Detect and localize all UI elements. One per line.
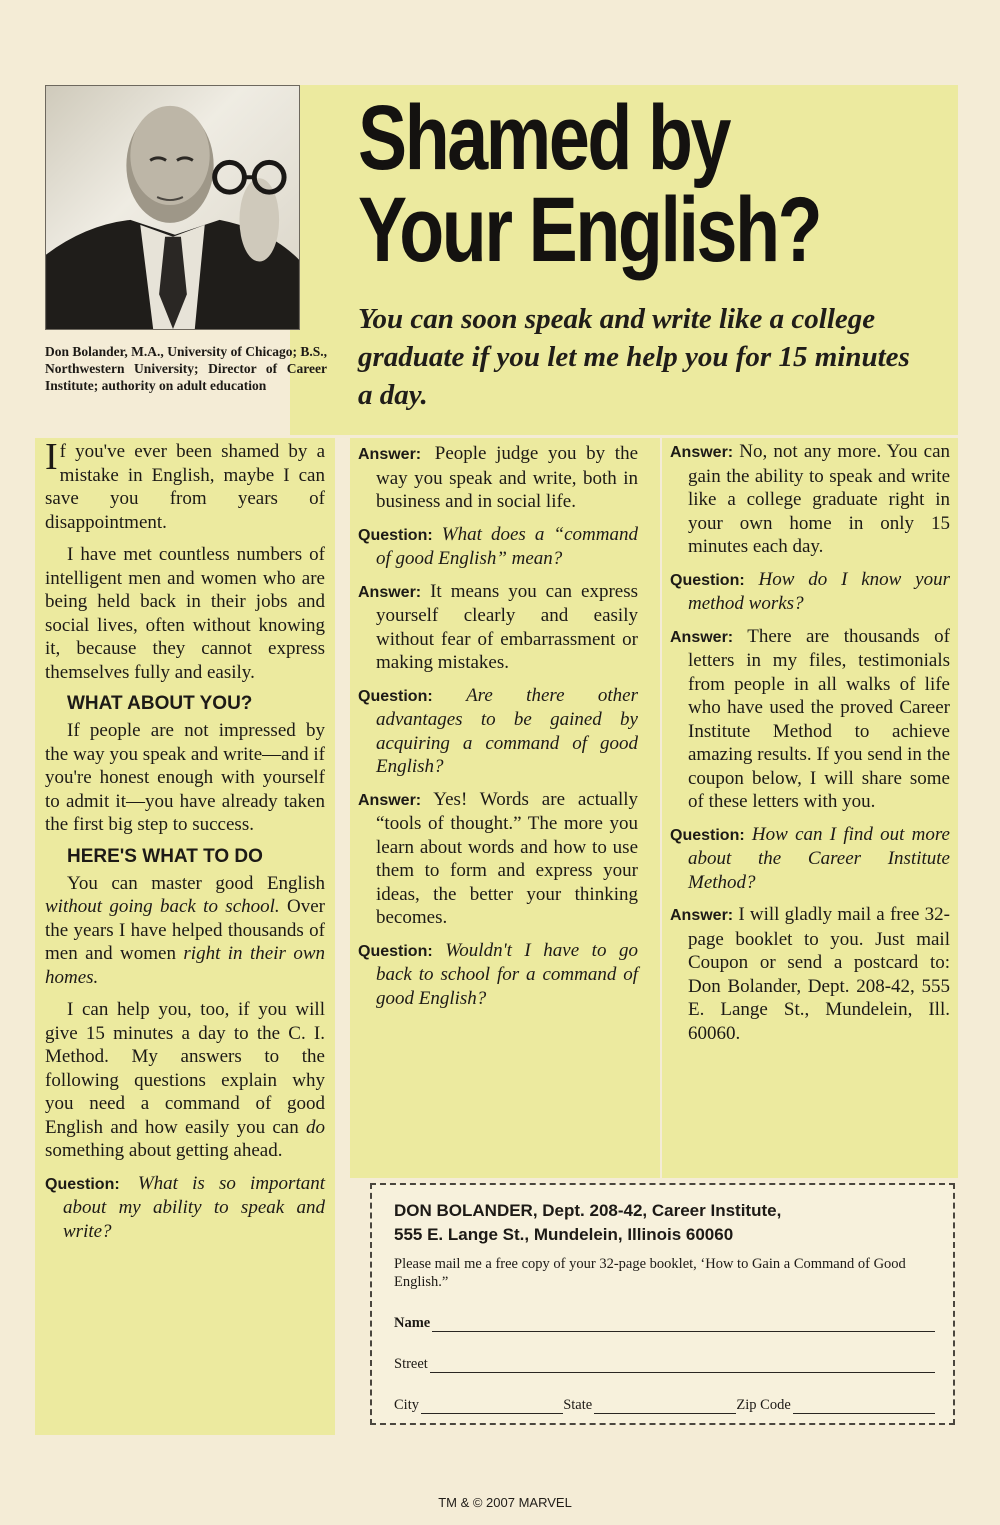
answer-2 <box>358 580 638 675</box>
answer-label: Answer: <box>358 791 422 809</box>
question-label: Question: <box>358 942 433 960</box>
answer-text: People judge you by the way you speak and write, both in business and in social life. <box>376 443 639 512</box>
intro-paragraph: If you've ever been shamed by a mistake in English, maybe I can save you from years of disappointment. <box>45 436 325 533</box>
answer-1 <box>358 442 638 514</box>
answer-label: Answer: <box>358 446 422 463</box>
right-column <box>670 440 950 1054</box>
question-text: What is so important about my ability to speak and write? <box>63 1172 326 1242</box>
portrait-illustration <box>46 86 299 329</box>
text-run: Over the years I have helped thousands of men and women <box>45 896 325 964</box>
emphasis-text: do <box>306 1116 325 1138</box>
answer-text: It means you can express yourself clearly and easily without fear of embarrassment or making mistakes. <box>376 580 639 673</box>
question-4 <box>358 939 638 1011</box>
question-6 <box>670 823 950 895</box>
answer-text: There are thousands of letters in my files, testimonials from people in all walks of life who have used the proved Career Institute Method to achieve amazing results. If you send in the coupon below, I will share some of these letters with you. <box>688 625 950 812</box>
question-text: What does a “command of good English” mean? <box>376 523 638 569</box>
left-column <box>45 436 326 1252</box>
city-label: City <box>394 1397 419 1413</box>
question-3 <box>358 684 638 779</box>
name-label: Name <box>394 1315 431 1331</box>
photo-caption: Don Bolander, M.A., University of Chicago; B.S., Northwestern University; Director of Career Institute; authority on adult education <box>45 344 327 393</box>
copyright-footer: TM & © 2007 MARVEL <box>438 1495 572 1510</box>
city-blank-line[interactable] <box>421 1400 563 1414</box>
headline-line-1: Shamed by <box>358 87 730 189</box>
answer-label: Answer: <box>670 907 734 924</box>
text-run: something about getting ahead. <box>45 1140 283 1161</box>
street-blank-line[interactable] <box>430 1359 935 1373</box>
street-field[interactable] <box>394 1356 935 1373</box>
emphasis-text: without going back to school. <box>45 896 280 917</box>
question-text: Wouldn't I have to go back to school for a command of good English? <box>376 939 638 1009</box>
city-state-zip-fields[interactable] <box>394 1397 935 1414</box>
body-paragraph <box>45 872 325 990</box>
answer-3 <box>358 788 638 930</box>
answer-text: Yes! Words are actually “tools of thought.” The more you learn about words and how to use them to form and express your ideas, the better your thinking becomes. <box>376 788 639 928</box>
question-label: Question: <box>45 1175 120 1193</box>
name-blank-line[interactable] <box>432 1318 935 1332</box>
coupon-address-line-1: DON BOLANDER, Dept. 208-42, Career Institute, <box>394 1201 782 1220</box>
coupon-request-text: Please mail me a free copy of your 32-page booklet, ‘How to Gain a Command of Good English.” <box>394 1256 906 1290</box>
middle-column <box>358 442 638 1019</box>
answer-label: Answer: <box>670 444 734 461</box>
answer-4 <box>670 440 950 559</box>
text-run: You can master good English <box>67 872 325 894</box>
state-blank-line[interactable] <box>594 1400 736 1414</box>
section-heading-heres-what-to-do: HERE'S WHAT TO DO <box>67 845 263 867</box>
question-5 <box>670 568 950 616</box>
question-2 <box>358 523 638 571</box>
answer-text: No, not any more. You can gain the ability to speak and write like a college graduate right in your own home in only 15 minutes each day. <box>688 441 951 557</box>
emphasis-text: right in their own homes. <box>45 943 325 988</box>
question-1 <box>45 1172 325 1244</box>
coupon-address-line-2: 555 E. Lange St., Mundelein, Illinois 60060 <box>394 1225 734 1244</box>
body-paragraph <box>45 998 325 1163</box>
body-paragraph: I have met countless numbers of intelligent men and women who are being held back in their jobs and social lives, often without knowing it, because they cannot express themselves fully and easily. <box>45 544 325 683</box>
answer-5 <box>670 625 950 814</box>
zip-blank-line[interactable] <box>793 1400 935 1414</box>
headline-line-2: Your English? <box>358 179 821 281</box>
question-text: How can I find out more about the Career Institute Method? <box>688 823 950 893</box>
question-text: How do I know your method works? <box>688 568 951 614</box>
body-paragraph: If people are not impressed by the way you speak and write—and if you're honest enough with yourself to admit it—you have already taken the first big step to success. <box>45 720 325 835</box>
answer-text: I will gladly mail a free 32-page booklet to you. Just mail Coupon or send a postcard to: Don Bolander, Dept. 208-42, 555 E. Lange St., Mundelein, Ill. 60060. <box>688 904 951 1044</box>
subheadline: You can soon speak and write like a college graduate if you let me help you for 15 minutes a day. <box>358 303 910 411</box>
name-field[interactable] <box>394 1315 935 1332</box>
author-photo <box>45 85 300 330</box>
answer-label: Answer: <box>670 628 734 646</box>
question-label: Question: <box>358 526 433 544</box>
section-heading-what-about-you: WHAT ABOUT YOU? <box>67 693 253 714</box>
zip-label: Zip Code <box>736 1397 791 1413</box>
state-label: State <box>563 1397 593 1413</box>
question-label: Question: <box>670 571 745 589</box>
headline <box>358 87 821 281</box>
answer-6 <box>670 903 950 1045</box>
question-label: Question: <box>670 826 745 844</box>
text-run: I can help you, too, if you will give 15 minutes a day to the C. I. Method. My answers to the following questions explain why you need a command of good English and how easily you can <box>45 999 325 1138</box>
question-text: Are there other advantages to be gained by acquiring a command of good English? <box>376 684 639 777</box>
question-label: Question: <box>358 687 433 705</box>
answer-label: Answer: <box>358 583 422 601</box>
street-label: Street <box>394 1356 428 1372</box>
mail-coupon <box>370 1183 955 1425</box>
